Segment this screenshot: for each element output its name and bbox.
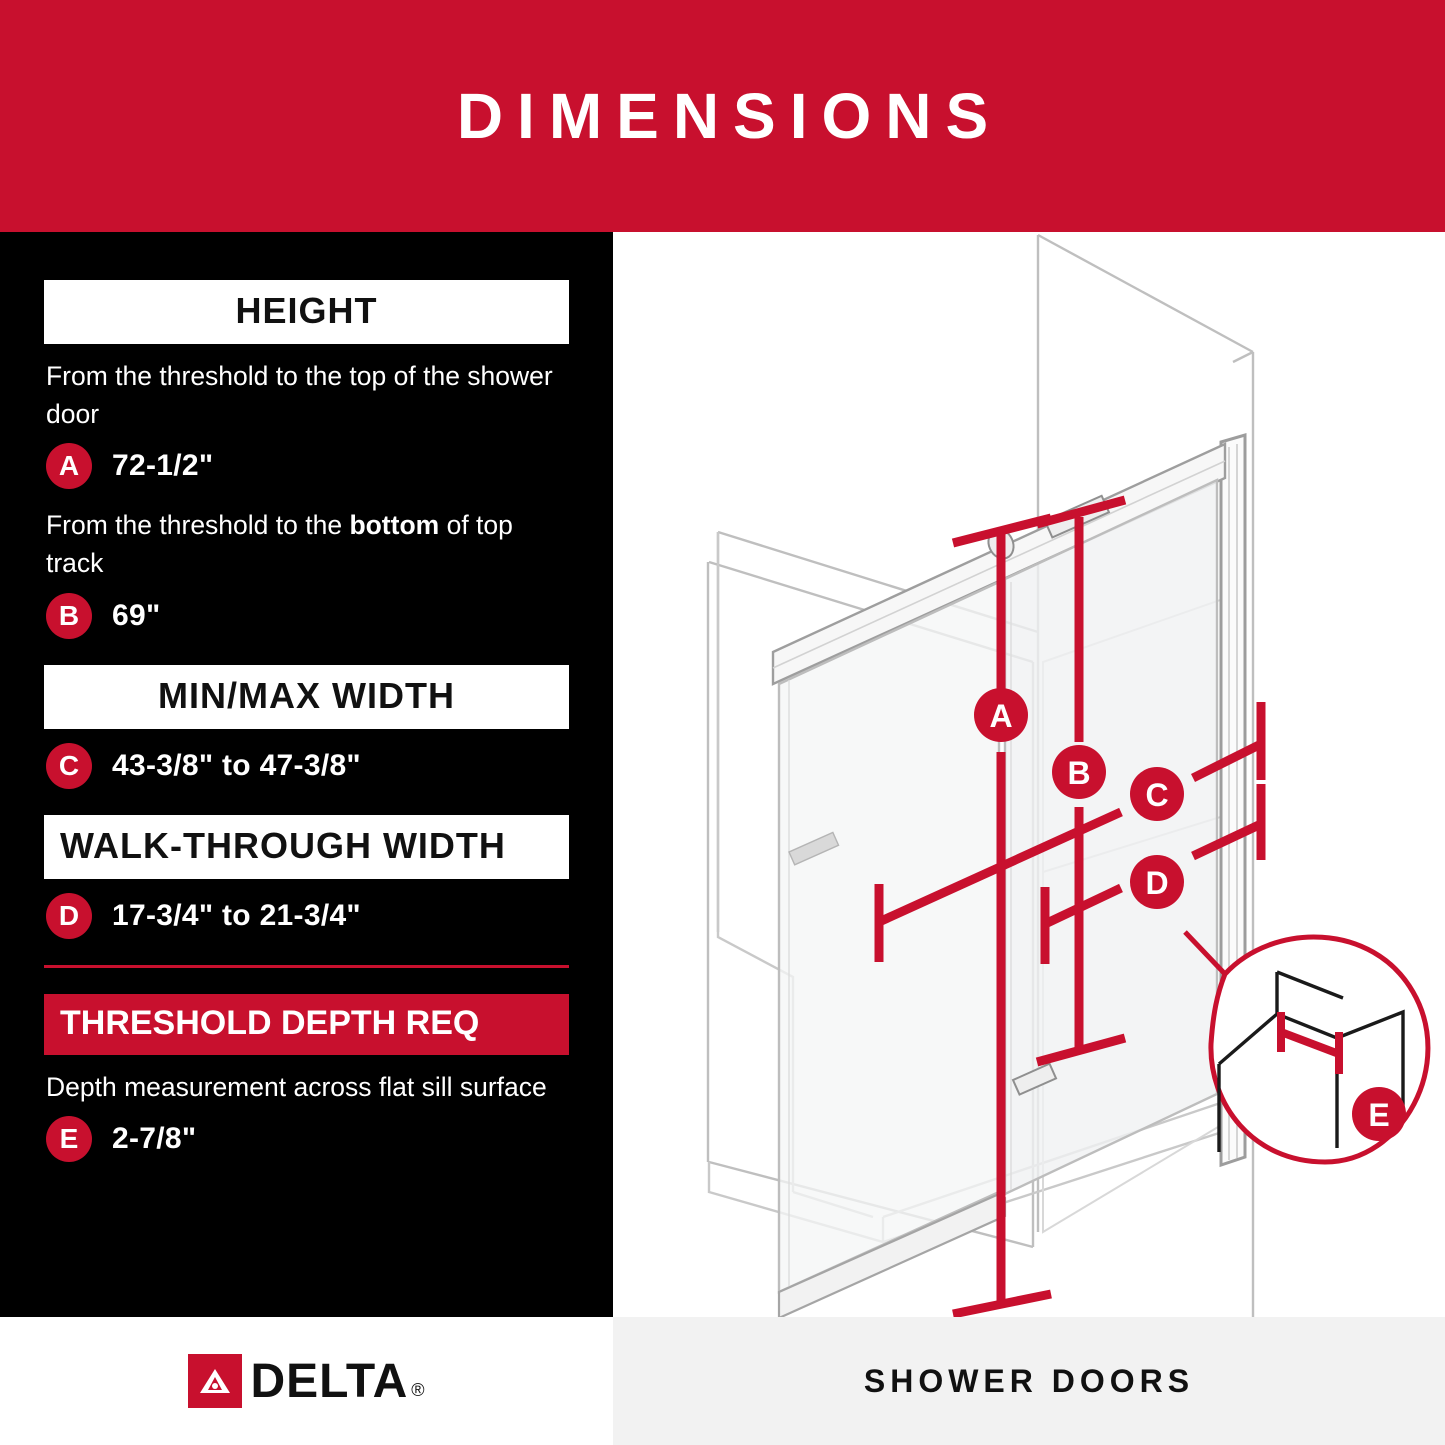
measurement-row-c [46,743,569,789]
diagram-callout-c-label: C [1145,777,1169,813]
diagram-callout-b-label: B [1067,755,1091,791]
diagram-callout-a [974,688,1028,742]
glass-panel-left [779,582,999,1292]
section-minmax-width-heading: MIN/MAX WIDTH [44,665,569,729]
measurement-value-a: 72-1/2" [112,449,214,483]
measurement-value-d: 17-3/4" to 21-3/4" [112,898,361,932]
header-banner [0,0,1445,232]
delta-triangle-icon [188,1354,242,1408]
section-walkthrough-width-heading: WALK-THROUGH WIDTH [44,815,569,879]
page-title: DIMENSIONS [456,80,1003,152]
triangle-icon [198,1366,232,1396]
delta-logo [188,1354,424,1409]
diagram-callout-d [1130,855,1184,909]
section-walkthrough-width [44,815,569,939]
height-item-2-desc-suffix: of top track [46,510,513,578]
callout-badge-b: B [46,593,92,639]
brand-footer [0,1317,613,1445]
diagram-callout-d-label: D [1145,865,1169,901]
brand-registered-mark: ® [411,1379,425,1400]
diagram-callout-e [1352,1087,1406,1141]
diagram-callout-a-label: A [989,698,1013,734]
measurement-value-b: 69" [112,598,161,632]
measurement-row-b [46,593,569,639]
dimensions-spec-panel [0,232,613,1317]
section-threshold-depth [44,994,569,1163]
height-item-1-desc-text: From the threshold to the top of the shower door [46,361,553,429]
height-item-1-description [46,358,569,433]
measurement-value-c: 43-3/8" to 47-3/8" [112,748,361,782]
section-threshold-depth-heading: THRESHOLD DEPTH REQ [44,994,569,1055]
diagram-callout-b [1052,745,1106,799]
section-divider [44,965,569,968]
section-minmax-width [44,665,569,789]
measurement-row-e [46,1116,569,1162]
callout-badge-a: A [46,443,92,489]
brand-name: DELTA [250,1354,409,1408]
diagram-callout-e-label: E [1368,1097,1390,1133]
measurement-value-e: 2-7/8" [112,1122,197,1156]
diagram-callout-c [1130,767,1184,821]
callout-badge-d: D [46,893,92,939]
shower-door-illustration [613,232,1445,1317]
section-height-heading: HEIGHT [44,280,569,344]
section-height [44,280,569,639]
height-item-2-desc-bold: bottom [349,510,440,541]
callout-badge-e: E [46,1116,92,1162]
measurement-row-d [46,893,569,939]
measurement-row-a [46,443,569,489]
category-label: SHOWER DOORS [863,1362,1195,1399]
threshold-depth-description [46,1069,569,1107]
category-footer [613,1317,1445,1445]
height-item-2-description [46,507,569,582]
threshold-depth-desc-text: Depth measurement across flat sill surface [46,1071,547,1102]
shower-door-diagram-svg [613,232,1445,1317]
callout-badge-c: C [46,743,92,789]
height-item-2-desc-prefix: From the threshold to the [46,510,350,541]
